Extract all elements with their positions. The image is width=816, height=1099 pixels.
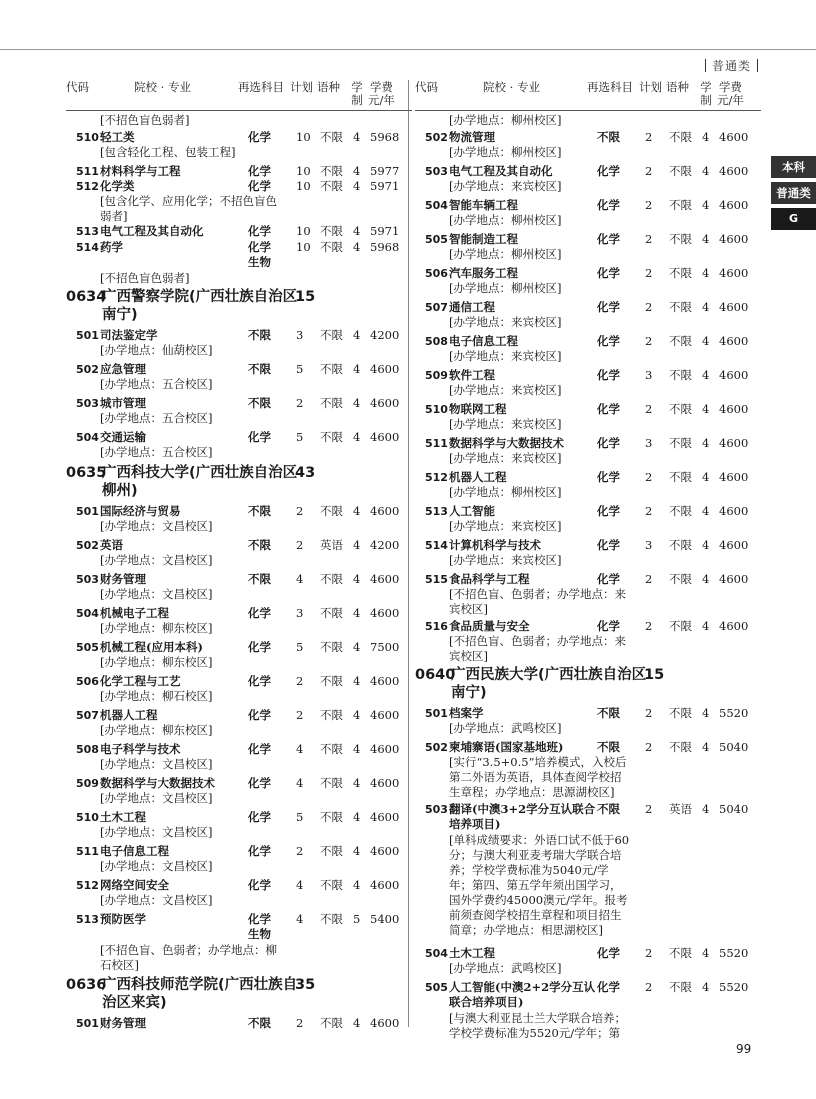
table-row: 511 数据科学与大数据技术 化学 3 不限 4 4600 [办学地点：来宾校区] [425, 436, 749, 465]
table-row: 509 数据科学与大数据技术 化学 4 不限 4 4600 [办学地点：文昌校区] [76, 776, 400, 805]
table-row: 512 化学类 化学 10 不限 4 5971 [包含化学、应用化学；不招色盲色弱者] [76, 179, 400, 223]
institution-heading: 0634 广西警察学院(广西壮族自治区南宁) 15 [66, 289, 316, 323]
header-years: 学 制 [700, 80, 712, 107]
header-language: 语种 [317, 80, 340, 94]
header-plan: 计划 [639, 80, 662, 94]
table-row: 506 汽车服务工程 化学 2 不限 4 4600 [办学地点：柳州校区] [425, 266, 749, 295]
header-years: 学 制 [351, 80, 363, 107]
institution-heading: 0640 广西民族大学(广西壮族自治区南宁) 15 [415, 667, 665, 701]
table-row: 508 电子科学与技术 化学 4 不限 4 4600 [办学地点：文昌校区] [76, 742, 400, 771]
tab-benke: 本科 [771, 156, 816, 178]
table-row: 502 英语 不限 2 英语 4 4200 [办学地点：文昌校区] [76, 538, 400, 567]
institution-heading: 0635 广西科技大学(广西壮族自治区柳州) 43 [66, 465, 316, 499]
table-row: 513 电气工程及其自动化 化学 10 不限 4 5971 [76, 224, 400, 238]
table-row: 502 应急管理 不限 5 不限 4 4600 [办学地点：五合校区] [76, 362, 400, 391]
institution-heading: 0636 广西科技师范学院(广西壮族自治区来宾) 35 [66, 977, 316, 1011]
table-row: [办学地点：柳州校区] [449, 113, 562, 127]
table-row: 514 药学 化学 生物 10 不限 4 5968 [不招色盲色弱者] [76, 240, 400, 285]
header-subject: 再选科目 [238, 80, 284, 94]
category-tag: 普通类 [699, 57, 764, 74]
header-plan: 计划 [290, 80, 313, 94]
left-column [66, 80, 412, 1032]
table-row: 503 财务管理 不限 4 不限 4 4600 [办学地点：文昌校区] [76, 572, 400, 601]
table-row: 502 物流管理 不限 2 不限 4 4600 [办学地点：柳州校区] [425, 130, 749, 159]
table-row: 504 机械电子工程 化学 3 不限 4 4600 [办学地点：柳东校区] [76, 606, 400, 635]
header-fee: 学费 元/年 [717, 80, 744, 107]
table-row: 501 档案学 不限 2 不限 4 5520 [办学地点：武鸣校区] [425, 706, 749, 735]
table-row: 507 通信工程 化学 2 不限 4 4600 [办学地点：来宾校区] [425, 300, 749, 329]
header-school-major: 院校 · 专业 [483, 80, 540, 94]
table-row: 502 柬埔寨语(国家基地班) 不限 2 不限 4 5040 [实行“3.5+0.5”培养模式，入校后第二外语为英语，具体查阅学校招生章程；办学地点：思源湖校区] [425, 740, 749, 799]
table-row: 505 机械工程(应用本科) 化学 5 不限 4 7500 [办学地点：柳东校区] [76, 640, 400, 669]
header-subject: 再选科目 [587, 80, 633, 94]
header-fee: 学费 元/年 [368, 80, 395, 107]
table-row: 511 电子信息工程 化学 2 不限 4 4600 [办学地点：文昌校区] [76, 844, 400, 873]
table-row: 501 财务管理 不限 2 不限 4 4600 [76, 1016, 400, 1030]
table-row: 511 材料科学与工程 化学 10 不限 4 5977 [76, 164, 400, 178]
table-row: 513 预防医学 化学 生物 4 不限 5 5400 [不招色盲、色弱者；办学地点：柳石校区] [76, 912, 400, 972]
tab-g: G [771, 208, 816, 230]
header-school-major: 院校 · 专业 [134, 80, 191, 94]
table-row: 501 司法鉴定学 不限 3 不限 4 4200 [办学地点：仙葫校区] [76, 328, 400, 357]
top-rule [0, 49, 816, 50]
table-row: 506 化学工程与工艺 化学 2 不限 4 4600 [办学地点：柳石校区] [76, 674, 400, 703]
header-code: 代码 [66, 80, 89, 94]
table-header [415, 80, 761, 113]
table-row: 504 智能车辆工程 化学 2 不限 4 4600 [办学地点：柳州校区] [425, 198, 749, 227]
table-row: 508 电子信息工程 化学 2 不限 4 4600 [办学地点：来宾校区] [425, 334, 749, 363]
table-row: 505 人工智能(中澳2+2学分互认联合培养项目) 化学 2 不限 4 5520 [与澳大利亚昆士兰大学联合培养；学校学费标准为5520元/学年；第 [425, 980, 749, 1040]
table-row: 510 轻工类 化学 10 不限 4 5968 [包含轻化工程、包装工程] [76, 130, 400, 159]
side-tabs [771, 156, 816, 234]
table-row: 503 城市管理 不限 2 不限 4 4600 [办学地点：五合校区] [76, 396, 400, 425]
table-row: 510 土木工程 化学 5 不限 4 4600 [办学地点：文昌校区] [76, 810, 400, 839]
right-column [415, 80, 761, 1042]
header-language: 语种 [666, 80, 689, 94]
table-row: 504 土木工程 化学 2 不限 4 5520 [办学地点：武鸣校区] [425, 946, 749, 975]
table-row: 503 电气工程及其自动化 化学 2 不限 4 4600 [办学地点：来宾校区] [425, 164, 749, 193]
table-header [66, 80, 412, 113]
table-row: [不招色盲色弱者] [100, 113, 190, 127]
tab-putonglei: 普通类 [771, 182, 816, 204]
table-row: 516 食品质量与安全 化学 2 不限 4 4600 [不招色盲、色弱者；办学地点：来宾校区] [425, 619, 749, 663]
table-row: 515 食品科学与工程 化学 2 不限 4 4600 [不招色盲、色弱者；办学地点：来宾校区] [425, 572, 749, 616]
table-row: 510 物联网工程 化学 2 不限 4 4600 [办学地点：来宾校区] [425, 402, 749, 431]
table-row: 512 网络空间安全 化学 4 不限 4 4600 [办学地点：文昌校区] [76, 878, 400, 907]
table-row: 503 翻译(中澳3+2学分互认联合培养项目) 不限 2 英语 4 5040 [单科成绩要求：外语口试不低于60分；与澳大利亚麦考瑞大学联合培养；学校学费标准为5040元/学年；第四、第五学年须出国学习，国外学费约45000澳元/学年。报考前须查阅学校招生章程和项目招生简章；办学地点：相思湖校区] [425, 802, 749, 937]
table-row: 509 软件工程 化学 3 不限 4 4600 [办学地点：来宾校区] [425, 368, 749, 397]
header-code: 代码 [415, 80, 438, 94]
table-row: 512 机器人工程 化学 2 不限 4 4600 [办学地点：柳州校区] [425, 470, 749, 499]
page-number: 99 [736, 1042, 752, 1056]
table-row: 505 智能制造工程 化学 2 不限 4 4600 [办学地点：柳州校区] [425, 232, 749, 261]
table-row: 507 机器人工程 化学 2 不限 4 4600 [办学地点：柳东校区] [76, 708, 400, 737]
table-row: 504 交通运输 化学 5 不限 4 4600 [办学地点：五合校区] [76, 430, 400, 459]
table-row: 513 人工智能 化学 2 不限 4 4600 [办学地点：来宾校区] [425, 504, 749, 533]
table-row: 501 国际经济与贸易 不限 2 不限 4 4600 [办学地点：文昌校区] [76, 504, 400, 533]
table-row: 514 计算机科学与技术 化学 3 不限 4 4600 [办学地点：来宾校区] [425, 538, 749, 567]
